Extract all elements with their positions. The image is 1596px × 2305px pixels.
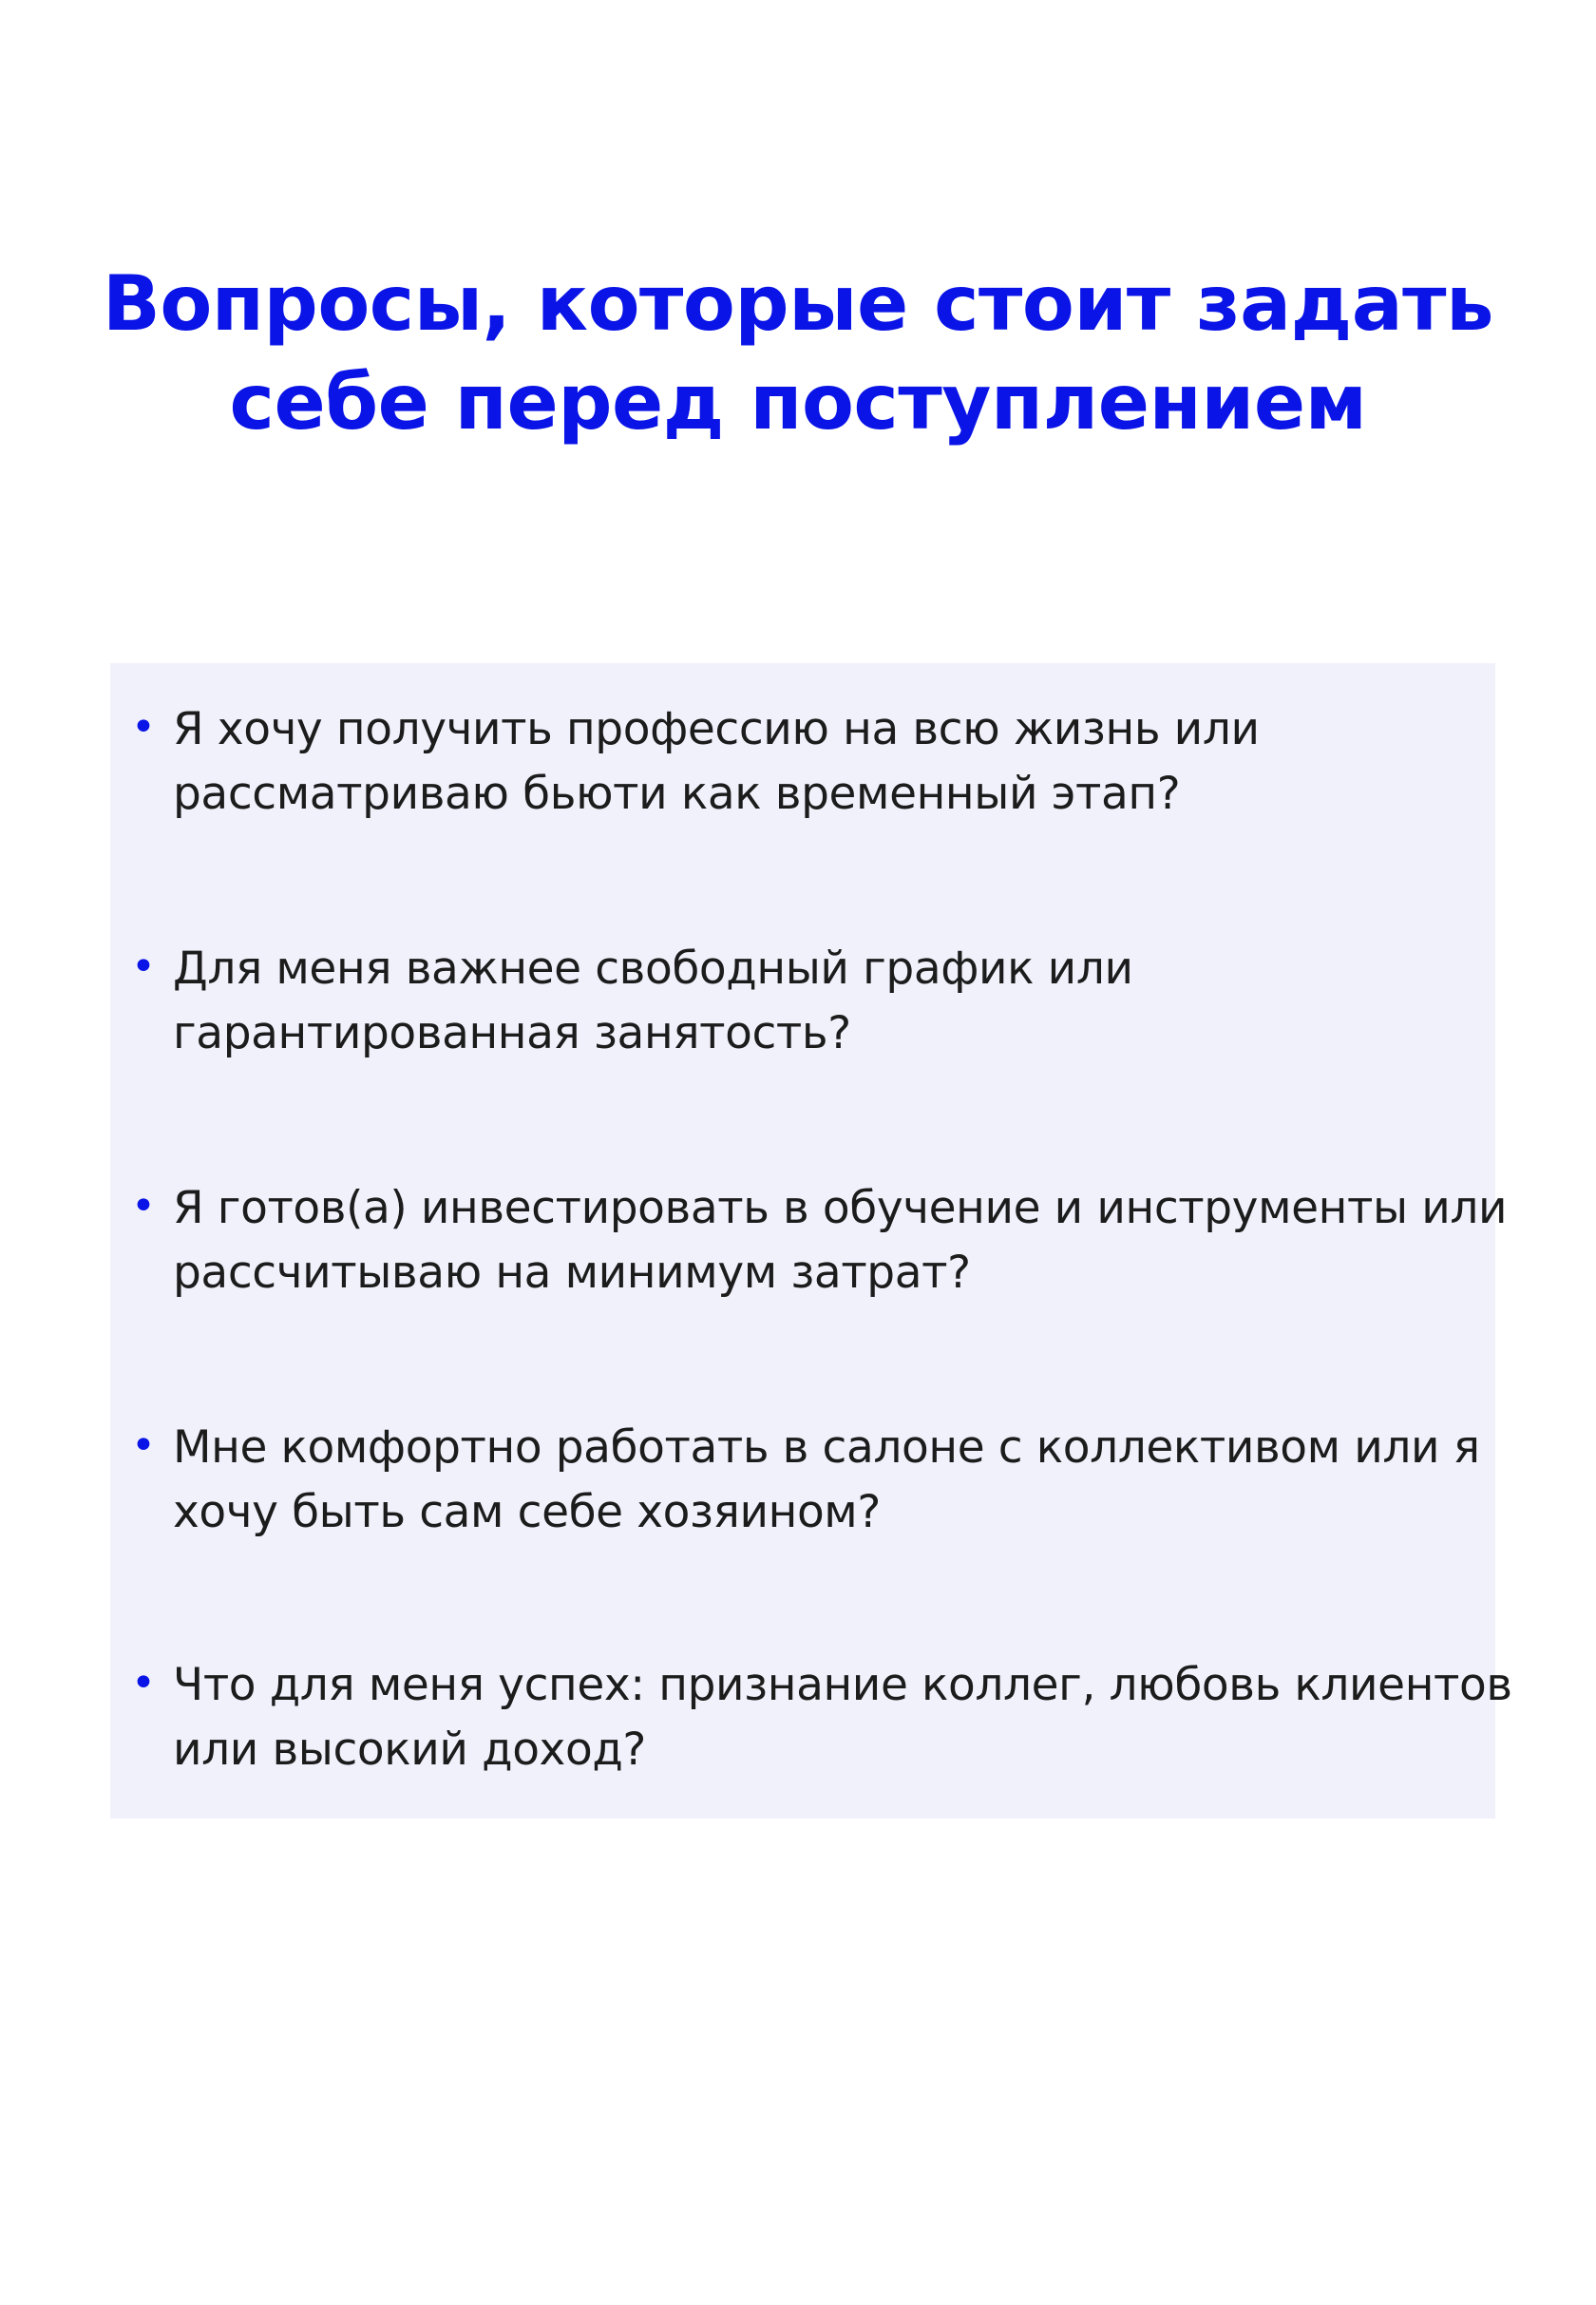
- question-line: Я хочу получить профессию на всю жизнь или: [173, 703, 1260, 755]
- question-item-4: [131, 1416, 1484, 1545]
- question-item-3: [131, 1176, 1508, 1305]
- question-line: Я готов(а) инвестировать в обучение и инструменты или: [173, 1182, 1508, 1234]
- question-item-2: [131, 937, 1484, 1066]
- question-text: [173, 1176, 1508, 1305]
- question-item-1: [131, 697, 1484, 827]
- question-line: Для меня важнее свободный график или: [173, 943, 1133, 995]
- question-line: гарантированная занятость?: [173, 1007, 851, 1059]
- question-text: [173, 937, 1484, 1066]
- bullet-icon: •: [131, 943, 156, 991]
- page-title: [0, 255, 1596, 452]
- bullet-icon: •: [131, 1659, 156, 1707]
- question-line: Что для меня успех: признание коллег, любовь клиентов: [173, 1659, 1512, 1711]
- question-line: рассчитываю на минимум затрат?: [173, 1247, 971, 1299]
- page-title-line-2: себе перед поступлением: [229, 358, 1367, 447]
- question-text: [173, 1653, 1512, 1782]
- question-text: [173, 1416, 1484, 1545]
- page-title-line-1: Вопросы, которые стоит задать: [102, 259, 1494, 348]
- question-text: [173, 697, 1484, 827]
- question-line: рассматриваю бьюти как временный этап?: [173, 768, 1181, 820]
- questions-panel: [110, 663, 1512, 1819]
- bullet-icon: •: [131, 1182, 156, 1230]
- question-item-5: [131, 1653, 1512, 1782]
- question-line: или высокий доход?: [173, 1724, 646, 1776]
- question-line: хочу быть сам себе хозяином?: [173, 1486, 881, 1538]
- question-line: Мне комфортно работать в салоне с коллективом или я: [173, 1421, 1480, 1474]
- bullet-icon: •: [131, 1421, 156, 1470]
- bullet-icon: •: [131, 703, 156, 752]
